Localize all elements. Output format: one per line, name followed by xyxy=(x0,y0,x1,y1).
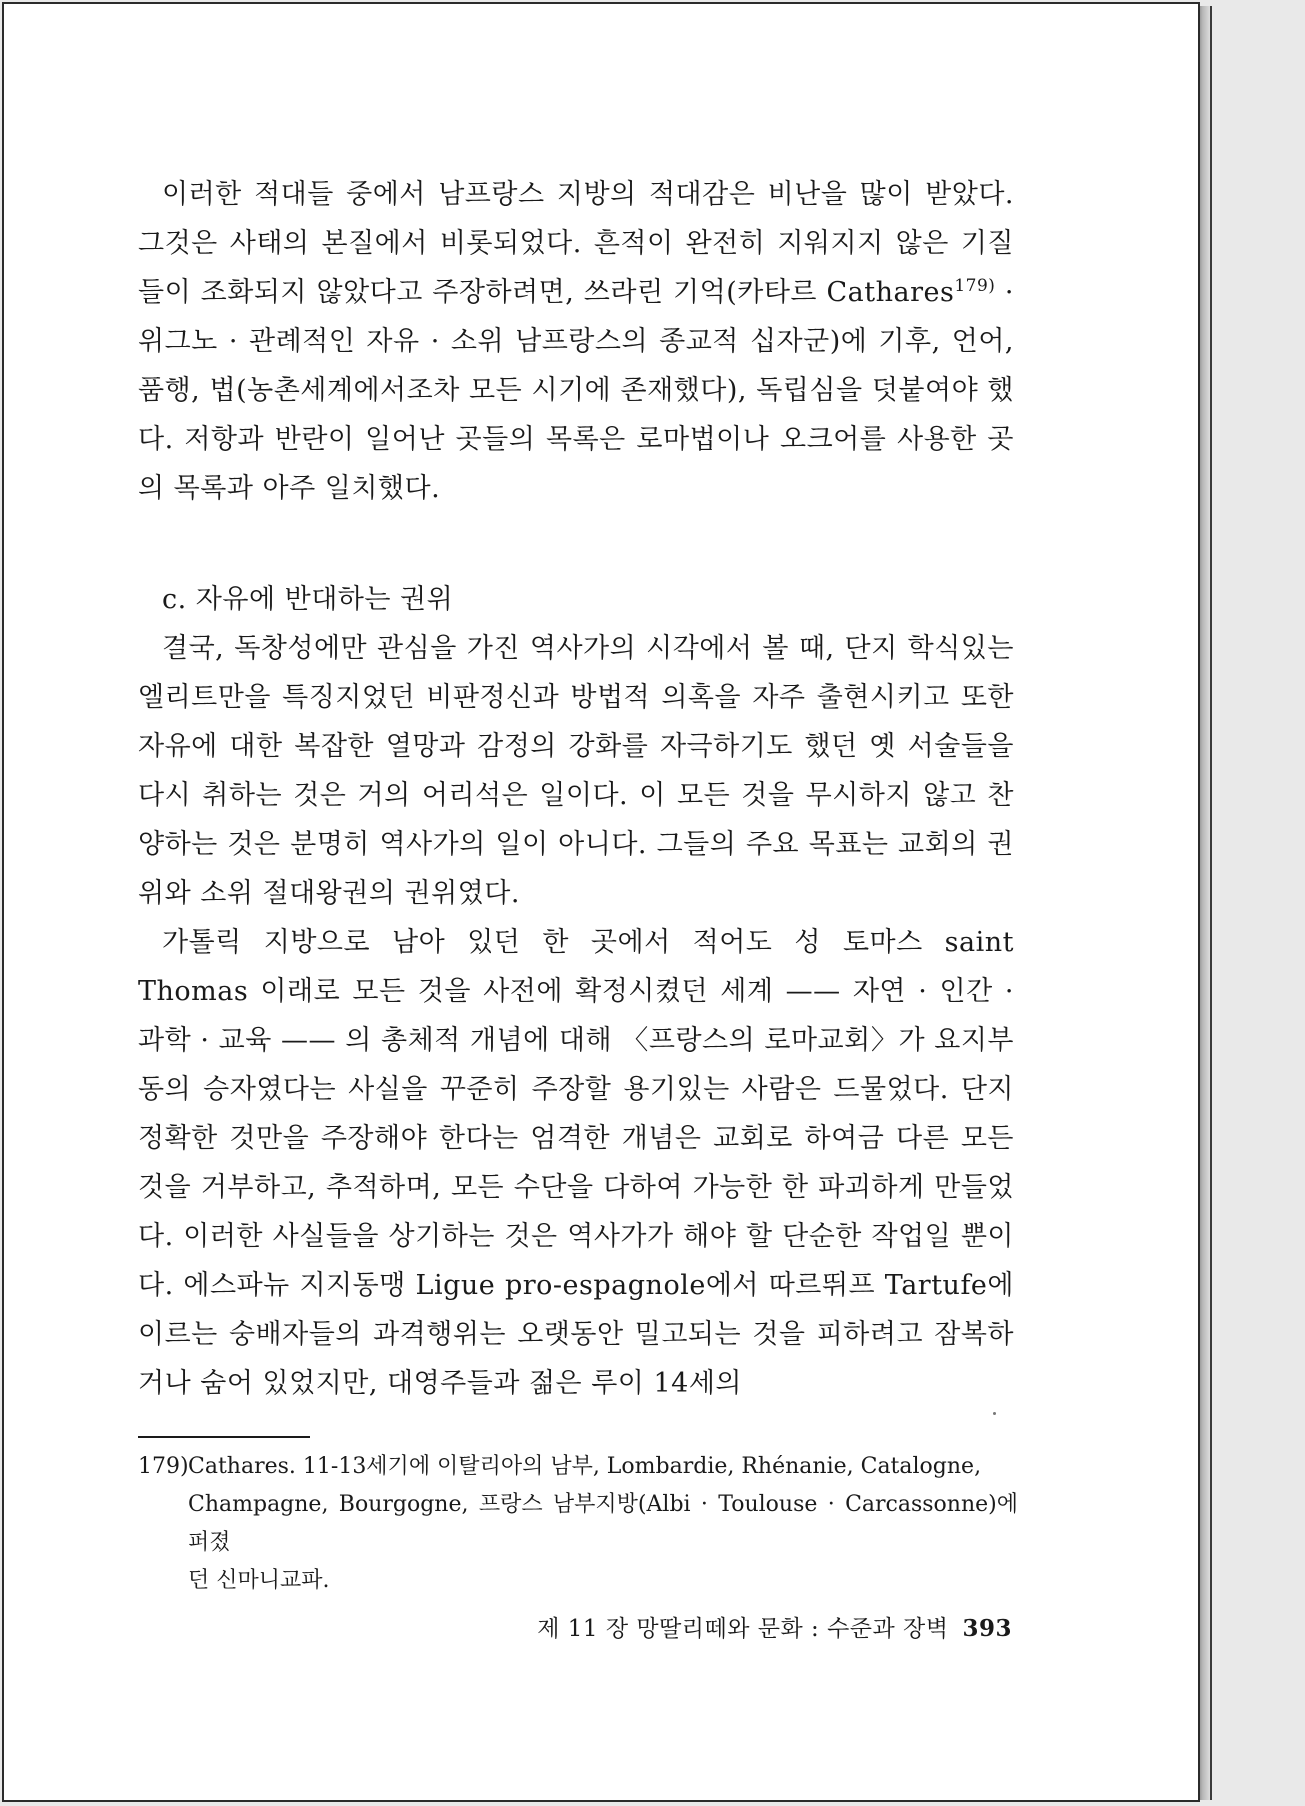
footnote-line-2: Champagne, Bourgogne, 프랑스 남부지방(Albi · Toulouse · Carcassonne)에 퍼졌 xyxy=(188,1492,1018,1555)
paragraph-1 xyxy=(138,170,1014,513)
paragraph-1-text: 이러한 적대들 중에서 남프랑스 지방의 적대감은 비난을 많이 받았다. 그것은 사태의 본질에서 비롯되었다. 흔적이 완전히 지워지지 않은 기질들이 조화되지 않았다고 주장하려면, 쓰라린 기억(카타르 Cathares xyxy=(138,179,1014,308)
section-heading: c. 자유에 반대하는 권위 xyxy=(162,584,454,615)
page-number: 393 xyxy=(962,1615,1012,1642)
footnote-divider xyxy=(138,1436,310,1438)
footnote-number: 179) xyxy=(138,1454,189,1479)
scan-speck xyxy=(993,1412,996,1415)
paragraph-1-continuation: · 위그노 · 관례적인 자유 · 소위 남프랑스의 종교적 십자군)에 기후, 언어, 품행, 법(농촌세계에서조차 모든 시기에 존재했다), 독립심을 덧붙여야 했다. 저항과 반란이 일어난 곳들의 목록은 로마법이나 오크어를 사용한 곳의 목록과 아주 일치했다. xyxy=(138,277,1014,504)
footnote xyxy=(138,1448,1018,1600)
paragraph-2: 결국, 독창성에만 관심을 가진 역사가의 시각에서 볼 때, 단지 학식있는 엘리트만을 특징지었던 비판정신과 방법적 의혹을 자주 출현시키고 또한 자유에 대한 복잡한 열망과 감정의 강화를 자극하기도 했던 옛 서술들을 다시 취하는 것은 거의 어리석은 일이다. 이 모든 것을 무시하지 않고 찬양하는 것은 분명히 역사가의 일이 아니다. 그들의 주요 목표는 교회의 권위와 소위 절대왕권의 권위였다. xyxy=(138,633,1014,909)
chapter-title: 제 11 장 망딸리떼와 문화 : 수준과 장벽 xyxy=(537,1616,949,1642)
book-page xyxy=(2,2,1200,1802)
paragraph-3: 가톨릭 지방으로 남아 있던 한 곳에서 적어도 성 토마스 saint Thomas 이래로 모든 것을 사전에 확정시켰던 세계 —— 자연 · 인간 · 과학 · 교육 —— 의 총체적 개념에 대해 〈프랑스의 로마교회〉가 요지부동의 승자였다는 사실을 꾸준히 주장할 용기있는 사람은 드물었다. 단지 정확한 것만을 주장해야 한다는 엄격한 개념은 교회로 하여금 다른 모든 것을 거부하고, 추적하며, 모든 수단을 다하여 가능한 한 파괴하게 만들었다. 이러한 사실들을 상기하는 것은 역사가가 해야 할 단순한 작업일 뿐이다. 에스파뉴 지지동맹 Ligue pro-espagnole에서 따르뛰프 Tartufe에 이르는 숭배자들의 과격행위는 오랫동안 밀고되는 것을 피하려고 잠복하거나 숨어 있었지만, 대영주들과 젊은 루이 14세의 xyxy=(138,927,1014,1399)
running-footer xyxy=(537,1614,1012,1644)
footnote-line-3: 던 신마니교파. xyxy=(188,1568,330,1593)
page-edge xyxy=(1198,6,1212,1800)
page-body xyxy=(138,170,1014,1408)
footnote-line-1: Cathares. 11-13세기에 이탈리아의 남부, Lombardie, Rhénanie, Catalogne, xyxy=(188,1454,982,1479)
footnote-reference[interactable]: 179) xyxy=(954,276,996,296)
